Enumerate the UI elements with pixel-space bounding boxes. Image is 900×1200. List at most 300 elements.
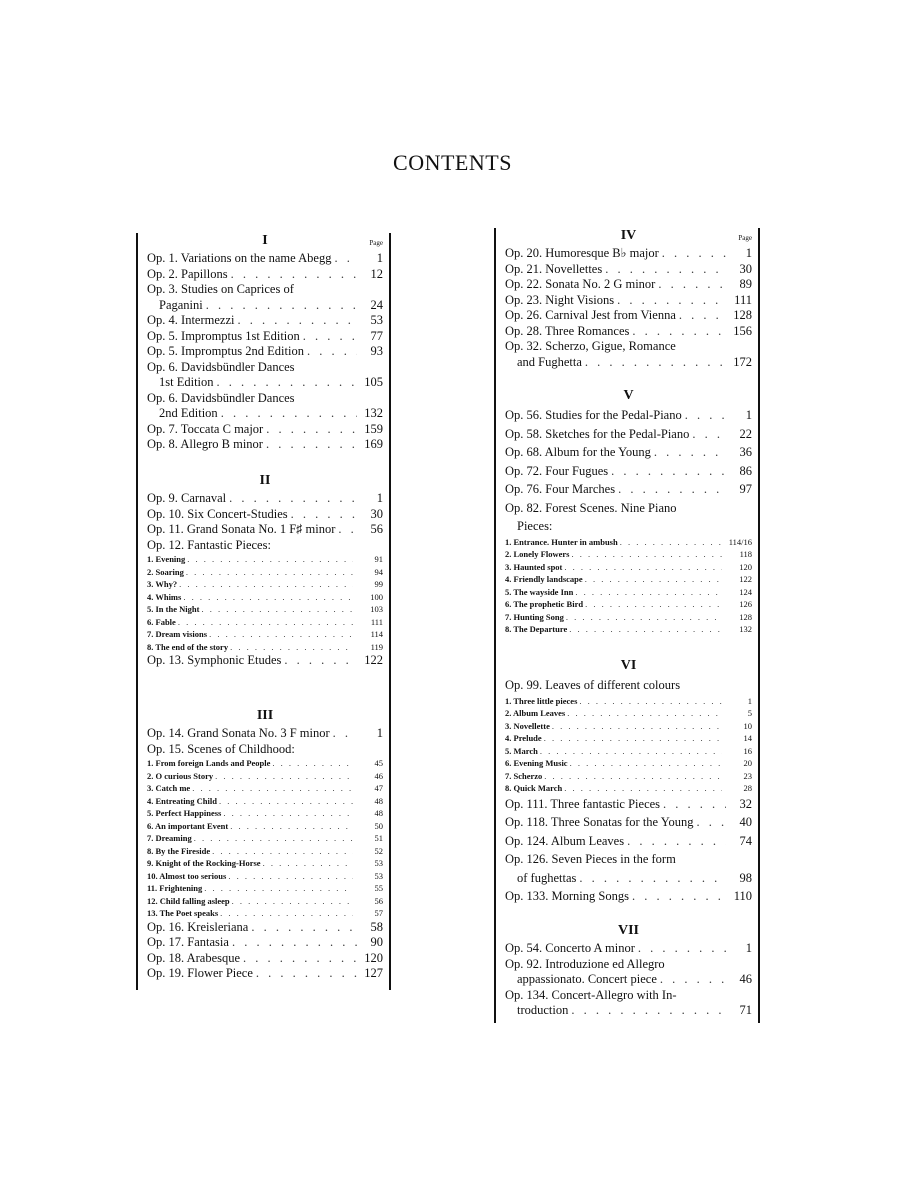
entry-title: Op. 99. Leaves of different colours [505, 678, 681, 692]
contents-entry [505, 850, 752, 869]
entry-page-number: 98 [739, 870, 752, 885]
entry-page-number: 46 [739, 972, 752, 986]
entry-title: 5. Perfect Happiness [147, 808, 222, 818]
dot-leader [338, 522, 357, 538]
contents-entry [505, 795, 752, 814]
contents-subentry [147, 882, 383, 895]
dot-leader [662, 246, 726, 262]
contents-entry [505, 293, 752, 309]
contents-entry [147, 344, 383, 360]
contents-entry [147, 742, 383, 758]
dot-leader [617, 293, 726, 309]
section-heading: VII [617, 923, 639, 938]
contents-subentry [505, 745, 752, 758]
dot-leader [228, 870, 353, 883]
entry-title: Op. 17. Fantasia [147, 935, 229, 949]
section-list [505, 676, 752, 906]
contents-entry [147, 422, 383, 438]
contents-subentry [147, 578, 383, 591]
dot-leader [179, 578, 353, 591]
entry-title: 1. From foreign Lands and People [147, 758, 271, 768]
entry-page-number: 156 [733, 323, 752, 338]
entry-title: 7. Scherzo [505, 770, 543, 781]
dot-leader [569, 623, 722, 636]
dot-leader [266, 437, 357, 453]
entry-title: Op. 20. Humoresque B♭ major [505, 246, 659, 260]
section-list [147, 491, 383, 669]
dot-leader [544, 770, 722, 783]
contents-entry [147, 951, 383, 967]
entry-title: 4. Friendly landscape [505, 574, 583, 584]
entry-page-number: 127 [364, 966, 383, 980]
contents-entry [505, 499, 752, 518]
dot-leader [284, 653, 357, 669]
entry-page-number: 30 [739, 261, 752, 276]
contents-entry [147, 329, 383, 345]
contents-subentry [505, 707, 752, 720]
entry-page-number: 103 [370, 604, 383, 614]
entry-page-number: 53 [374, 858, 383, 868]
entry-title: Op. 111. Three fantastic Pieces [505, 796, 661, 811]
entry-title: Op. 4. Intermezzi [147, 313, 235, 327]
contents-subentry [147, 591, 383, 604]
entry-title: Op. 6. Davidsbündler Dances [147, 359, 295, 374]
entry-page-number: 111 [734, 292, 752, 307]
dot-leader [679, 308, 726, 324]
contents-entry [147, 935, 383, 951]
entry-title: Op. 23. Night Visions [505, 292, 615, 307]
contents-entry [147, 282, 383, 298]
entry-title: Op. 3. Studies on Caprices of [147, 282, 294, 296]
section-II [147, 473, 383, 669]
entry-page-number: 1 [747, 695, 752, 706]
dot-leader [618, 480, 726, 499]
dot-leader [307, 344, 357, 360]
entry-page-number: 97 [739, 482, 752, 496]
section-III [147, 708, 383, 982]
entry-title-continuation: troduction [517, 1003, 569, 1017]
entry-page-number: 122 [739, 574, 752, 584]
entry-page-number: 48 [374, 795, 383, 806]
entry-title: 5. March [505, 745, 538, 756]
entry-title-continuation: appassionato. Concert piece [517, 972, 657, 986]
dot-leader [663, 795, 726, 814]
dot-leader [223, 807, 353, 820]
entry-title: Op. 76. Four Marches [505, 482, 616, 496]
dot-leader [685, 406, 726, 425]
contents-subentry [505, 695, 752, 708]
entry-page-number: 120 [739, 561, 752, 572]
entry-page-number: 71 [739, 1003, 752, 1017]
dot-leader [566, 611, 722, 624]
entry-title: 11. Frightening [147, 883, 203, 893]
dot-leader [215, 770, 353, 783]
dot-leader [632, 887, 726, 906]
entry-page-number: 77 [370, 328, 383, 343]
contents-subentry [147, 845, 383, 858]
entry-page-number: 1 [745, 408, 752, 422]
contents-entry [505, 246, 752, 262]
entry-title: 1. Three little pieces [505, 695, 578, 706]
entry-title: Op. 28. Three Romances [505, 323, 630, 338]
entry-page-number: 90 [370, 935, 383, 949]
dot-leader [230, 641, 353, 654]
entry-title: Op. 32. Scherzo, Gigue, Romance [505, 339, 676, 353]
entry-page-number: 57 [374, 908, 383, 918]
dot-leader [579, 695, 722, 708]
entry-title: 2. Soaring [147, 566, 184, 577]
entry-page-number: 120 [364, 950, 383, 965]
entry-page-number: 159 [364, 421, 383, 436]
section-VII [505, 923, 752, 1019]
entry-page-number: 1 [376, 251, 383, 265]
entry-title: Op. 6. Davidsbündler Dances [147, 390, 295, 405]
dot-leader [620, 536, 722, 549]
dot-leader [638, 941, 726, 957]
section-VI [505, 658, 752, 906]
contents-subentry [147, 553, 383, 566]
dot-leader [237, 313, 357, 329]
contents-subentry [147, 770, 383, 783]
contents-entry [147, 251, 383, 267]
entry-page-number: 48 [374, 808, 383, 818]
dot-leader [333, 726, 357, 742]
contents-subentry [147, 795, 383, 808]
entry-title: Op. 2. Papillons [147, 266, 228, 281]
entry-title: Op. 15. Scenes of Childhood: [147, 741, 295, 756]
entry-page-number: 122 [364, 653, 383, 667]
dot-leader [611, 462, 726, 481]
dot-leader [552, 720, 722, 733]
dot-leader [571, 548, 722, 561]
entry-page-number: 28 [743, 783, 752, 793]
entry-title: 6. An important Event [147, 820, 229, 831]
entry-page-number: 128 [739, 611, 752, 622]
dot-leader [263, 857, 353, 870]
entry-page-number: 14 [743, 733, 752, 743]
entry-page-number: 169 [364, 437, 383, 451]
entry-page-number: 12 [370, 266, 383, 281]
contents-subentry [147, 616, 383, 629]
contents-entry [147, 391, 383, 407]
contents-entry [505, 406, 752, 425]
contents-entry [147, 491, 383, 507]
dot-leader [579, 869, 726, 888]
entry-page-number: 56 [370, 522, 383, 536]
dot-leader [217, 375, 357, 391]
dot-leader [194, 832, 353, 845]
entry-title: 7. Hunting Song [505, 611, 564, 622]
contents-entry [505, 262, 752, 278]
entry-title: 6. Fable [147, 616, 176, 627]
section-list [505, 406, 752, 636]
entry-title: Op. 72. Four Fugues [505, 463, 609, 478]
dot-leader [201, 603, 353, 616]
section-list [147, 251, 383, 453]
contents-subentry [147, 603, 383, 616]
dot-leader [186, 566, 353, 579]
contents-entry [505, 425, 752, 444]
entry-page-number: 172 [733, 354, 752, 369]
dot-leader [183, 591, 353, 604]
entry-page-number: 53 [370, 313, 383, 327]
entry-title: Op. 82. Forest Scenes. Nine Piano [505, 500, 677, 515]
contents-entry-continuation [147, 298, 383, 314]
entry-page-number: 118 [739, 549, 752, 559]
entry-page-number: 55 [374, 883, 383, 893]
contents-subentry [147, 757, 383, 770]
dot-leader [658, 277, 726, 293]
contents-entry [505, 443, 752, 462]
contents-subentry [505, 598, 752, 611]
contents-subentry [505, 720, 752, 733]
dot-leader [570, 757, 722, 770]
dot-leader [627, 832, 726, 851]
entry-title: 8. The Departure [505, 624, 568, 634]
dot-leader [585, 598, 722, 611]
entry-title: 8. By the Fireside [147, 845, 211, 856]
contents-subentry [147, 895, 383, 908]
entry-page-number: 94 [374, 566, 383, 577]
dot-leader [692, 425, 726, 444]
entry-page-number: 52 [374, 845, 383, 856]
entry-title: 3. Novellette [505, 720, 550, 731]
dot-leader [540, 745, 722, 758]
entry-page-number: 119 [370, 641, 383, 652]
dot-leader [232, 895, 353, 908]
section-IV [505, 228, 752, 370]
entry-title: 5. The wayside Inn [505, 586, 574, 597]
entry-title: 8. The end of the story [147, 641, 229, 652]
entry-title: 3. Why? [147, 579, 178, 589]
contents-entry [505, 988, 752, 1004]
entry-title: 9. Knight of the Rocking-Horse [147, 858, 261, 868]
entry-title: Op. 118. Three Sonatas for the Young [505, 815, 694, 829]
dot-leader [220, 907, 353, 920]
contents-subentry [505, 548, 752, 561]
entry-title: Op. 13. Symphonic Etudes [147, 653, 282, 667]
entry-page-number: 22 [739, 426, 752, 441]
entry-title: 3. Haunted spot [505, 561, 563, 572]
section-heading: VI [620, 658, 637, 673]
entry-title: 2. Album Leaves [505, 708, 566, 718]
entry-title-continuation: 2nd Edition [159, 406, 218, 420]
contents-subentry [505, 561, 752, 574]
entry-title: Op. 1. Variations on the name Abegg [147, 251, 332, 265]
section-heading: II [259, 473, 271, 488]
entry-page-number: 30 [370, 506, 383, 521]
contents-subentry [147, 857, 383, 870]
entry-title: 3. Catch me [147, 783, 191, 793]
entry-title: 2. O curious Story [147, 770, 214, 781]
entry-page-number: 124 [739, 586, 752, 597]
section-list [147, 726, 383, 982]
entry-title: 5. In the Night [147, 604, 200, 614]
contents-subentry [505, 732, 752, 745]
entry-title: Op. 19. Flower Piece [147, 966, 253, 980]
entry-title: Op. 134. Concert-Allegro with In- [505, 987, 677, 1002]
dot-leader [187, 553, 353, 566]
dot-leader [564, 561, 722, 574]
contents-entry [147, 267, 383, 283]
contents-entry-continuation [505, 972, 752, 988]
entry-page-number: 32 [739, 796, 752, 811]
dot-leader [212, 845, 353, 858]
dot-leader [256, 966, 357, 982]
entry-title: 7. Dreaming [147, 833, 192, 843]
dot-leader [204, 882, 353, 895]
entry-page-number: 111 [370, 616, 383, 627]
contents-entry [505, 324, 752, 340]
entry-title: 4. Entreating Child [147, 795, 217, 806]
contents-subentry [505, 757, 752, 770]
entry-title: Op. 54. Concerto A minor [505, 941, 635, 955]
contents-entry [505, 941, 752, 957]
entry-page-number: 1 [745, 941, 752, 955]
contents-entry [505, 813, 752, 832]
contents-entry [147, 966, 383, 982]
contents-entry [505, 339, 752, 355]
entry-title-continuation: Pieces: [517, 519, 553, 533]
entry-page-number: 1 [376, 491, 383, 505]
contents-subentry [147, 628, 383, 641]
entry-title: 12. Child falling asleep [147, 895, 230, 906]
contents-column-right [494, 228, 760, 1023]
dot-leader [243, 951, 357, 967]
section-heading: IV [620, 228, 637, 243]
entry-title: Op. 9. Carnaval [147, 491, 227, 505]
dot-leader [571, 1003, 726, 1019]
entry-page-number: 99 [374, 579, 383, 589]
entry-title: Op. 5. Impromptus 1st Edition [147, 328, 300, 343]
contents-subentry [147, 566, 383, 579]
contents-subentry [147, 820, 383, 833]
entry-page-number: 126 [739, 599, 752, 609]
contents-subentry [505, 586, 752, 599]
contents-entry [505, 957, 752, 973]
section-heading: III [256, 708, 274, 723]
contents-entry-continuation [505, 517, 752, 536]
contents-entry [147, 507, 383, 523]
entry-page-number: 47 [374, 783, 383, 793]
entry-page-number: 24 [370, 297, 383, 312]
entry-title: Op. 133. Morning Songs [505, 889, 629, 903]
entry-title: 8. Quick March [505, 783, 563, 793]
entry-page-number: 16 [743, 745, 752, 756]
contents-subentry [147, 832, 383, 845]
entry-title: 1. Evening [147, 554, 186, 564]
entry-title: 6. Evening Music [505, 758, 568, 768]
dot-leader [544, 732, 722, 745]
entry-title: 10. Almost too serious [147, 870, 227, 881]
section-heading: I [262, 233, 268, 248]
contents-entry-continuation [147, 375, 383, 391]
contents-entry-continuation [505, 1003, 752, 1019]
entry-page-number: 105 [364, 375, 383, 389]
dot-leader [251, 920, 357, 936]
section-V [505, 388, 752, 636]
dot-leader [564, 782, 722, 795]
entry-page-number: 45 [374, 758, 383, 768]
entry-title: 2. Lonely Flowers [505, 549, 570, 559]
dot-leader [697, 813, 726, 832]
entry-page-number: 40 [739, 815, 752, 829]
entry-page-number: 1 [745, 246, 752, 260]
dot-leader [266, 422, 357, 438]
entry-page-number: 110 [733, 889, 752, 903]
contents-entry [147, 360, 383, 376]
entry-page-number: 20 [743, 758, 752, 768]
contents-subentry [505, 770, 752, 783]
contents-entry [505, 480, 752, 499]
contents-entry [147, 538, 383, 554]
entry-page-number: 58 [370, 919, 383, 934]
entry-title: Op. 58. Sketches for the Pedal-Piano [505, 426, 690, 441]
entry-page-number: 132 [364, 406, 383, 420]
dot-leader [229, 491, 357, 507]
dot-leader [221, 406, 357, 422]
page-column-label: Page [369, 239, 383, 247]
dot-leader [334, 251, 357, 267]
contents-subentry [505, 623, 752, 636]
contents-subentry [505, 536, 752, 549]
dot-leader [192, 782, 353, 795]
entry-page-number: 5 [747, 708, 752, 718]
dot-leader [206, 298, 357, 314]
entry-page-number: 56 [374, 895, 383, 906]
dot-leader [654, 443, 726, 462]
entry-page-number: 128 [733, 308, 752, 322]
dot-leader [303, 329, 357, 345]
dot-leader [219, 795, 353, 808]
contents-subentry [505, 782, 752, 795]
entry-title: 4. Whims [147, 591, 182, 602]
entry-page-number: 93 [370, 344, 383, 358]
entry-title-continuation: 1st Edition [159, 375, 214, 389]
entry-page-number: 51 [374, 833, 383, 843]
entry-title: Op. 92. Introduzione ed Allegro [505, 956, 665, 971]
contents-subentry [147, 870, 383, 883]
contents-entry-continuation [505, 355, 752, 371]
contents-entry [505, 462, 752, 481]
entry-title-continuation: Paganini [159, 297, 203, 312]
dot-leader [585, 355, 726, 371]
entry-title: Op. 124. Album Leaves [505, 833, 625, 848]
entry-page-number: 100 [370, 591, 383, 602]
entry-page-number: 1 [376, 726, 383, 740]
contents-entry [505, 308, 752, 324]
dot-leader [209, 628, 353, 641]
entry-page-number: 114 [370, 629, 383, 639]
entry-page-number: 132 [739, 624, 752, 634]
entry-title: Op. 26. Carnival Jest from Vienna [505, 308, 676, 322]
dot-leader [660, 972, 726, 988]
contents-subentry [505, 573, 752, 586]
contents-entry [147, 437, 383, 453]
dot-leader [291, 507, 357, 523]
contents-subentry [147, 641, 383, 654]
entry-title: 6. The prophetic Bird [505, 599, 584, 609]
entry-page-number: 23 [743, 770, 752, 781]
contents-column-left [136, 233, 391, 990]
entry-title: Op. 7. Toccata C major [147, 421, 264, 436]
page-title: CONTENTS [393, 150, 512, 175]
entry-title: Op. 126. Seven Pieces in the form [505, 852, 676, 866]
entry-title: Op. 22. Sonata No. 2 G minor [505, 277, 656, 291]
entry-title: Op. 5. Impromptus 2nd Edition [147, 344, 304, 358]
section-heading: V [623, 388, 634, 403]
dot-leader [605, 262, 726, 278]
